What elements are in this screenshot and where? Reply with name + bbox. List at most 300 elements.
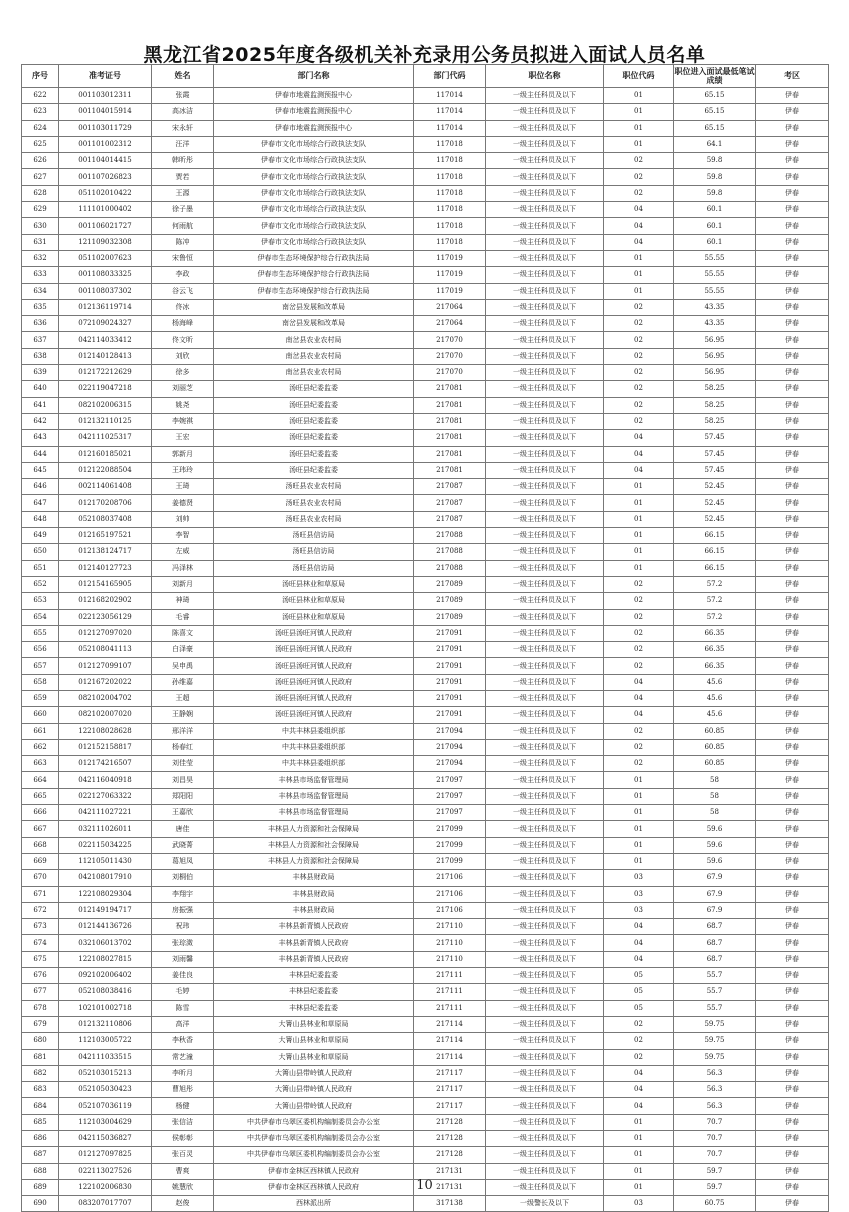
min-score-cell: 60.85 [674,739,756,755]
position-code-cell: 01 [604,805,674,821]
name-cell: 唐佳 [152,821,214,837]
dept-name-cell: 汤旺县农业农村局 [214,479,414,495]
position-name-cell: 一级主任科员及以下 [486,397,604,413]
position-code-cell: 01 [604,560,674,576]
dept-name-cell: 丰林县纪委监委 [214,968,414,984]
position-name-cell: 一级主任科员及以下 [486,968,604,984]
name-cell: 汪洋 [152,136,214,152]
name-cell: 佟冰 [152,299,214,315]
exam-id-cell: 022113027526 [59,1163,152,1179]
dept-name-cell: 伊春市生态环境保护综合行政执法局 [214,250,414,266]
exam-id-cell: 042114033412 [59,332,152,348]
seq-cell: 633 [22,267,59,283]
position-code-cell: 01 [604,544,674,560]
position-code-cell: 01 [604,267,674,283]
table-row [22,250,829,266]
exam-area-cell: 伊春 [756,381,829,397]
position-code-cell: 02 [604,658,674,674]
position-name-cell: 一级主任科员及以下 [486,153,604,169]
dept-name-cell: 伊春市生态环境保护综合行政执法局 [214,267,414,283]
table-row [22,951,829,967]
table-row [22,1131,829,1147]
name-cell: 韩昕彤 [152,153,214,169]
exam-id-cell: 012127099107 [59,658,152,674]
exam-id-cell: 012154165905 [59,576,152,592]
seq-cell: 638 [22,348,59,364]
dept-code-cell: 217117 [414,1098,486,1114]
position-code-cell: 04 [604,1082,674,1098]
min-score-cell: 59.75 [674,1016,756,1032]
position-name-cell: 一级主任科员及以下 [486,462,604,478]
exam-area-cell: 伊春 [756,560,829,576]
dept-name-cell: 中共丰林县委组织部 [214,723,414,739]
dept-name-cell: 丰林县新青镇人民政府 [214,935,414,951]
exam-area-cell: 伊春 [756,805,829,821]
position-name-cell: 一级主任科员及以下 [486,1114,604,1130]
min-score-cell: 70.7 [674,1114,756,1130]
header-dept-name: 部门名称 [214,65,414,88]
dept-code-cell: 117018 [414,153,486,169]
name-cell: 刘丽芝 [152,381,214,397]
exam-area-cell: 伊春 [756,870,829,886]
position-name-cell: 一级主任科员及以下 [486,1049,604,1065]
exam-id-cell: 042111025317 [59,430,152,446]
position-code-cell: 02 [604,299,674,315]
table-row [22,1065,829,1081]
dept-code-cell: 117018 [414,234,486,250]
dept-code-cell: 217114 [414,1016,486,1032]
exam-area-cell: 伊春 [756,218,829,234]
dept-code-cell: 217128 [414,1131,486,1147]
table-row [22,788,829,804]
dept-code-cell: 217106 [414,886,486,902]
dept-name-cell: 丰林县人力资源和社会保障局 [214,853,414,869]
position-name-cell: 一级主任科员及以下 [486,528,604,544]
min-score-cell: 55.55 [674,250,756,266]
exam-area-cell: 伊春 [756,1000,829,1016]
position-code-cell: 01 [604,495,674,511]
seq-cell: 653 [22,593,59,609]
exam-area-cell: 伊春 [756,169,829,185]
candidate-table [21,64,829,1212]
seq-cell: 684 [22,1098,59,1114]
dept-code-cell: 217128 [414,1114,486,1130]
dept-name-cell: 汤旺县林业和草原局 [214,593,414,609]
seq-cell: 690 [22,1196,59,1212]
dept-code-cell: 117019 [414,283,486,299]
position-name-cell: 一级主任科员及以下 [486,332,604,348]
exam-area-cell: 伊春 [756,609,829,625]
table-row [22,1114,829,1130]
position-name-cell: 一级主任科员及以下 [486,560,604,576]
name-cell: 刘昌昊 [152,772,214,788]
name-cell: 吴申禹 [152,658,214,674]
min-score-cell: 55.7 [674,1000,756,1016]
dept-code-cell: 217088 [414,544,486,560]
seq-cell: 627 [22,169,59,185]
min-score-cell: 59.6 [674,837,756,853]
position-code-cell: 03 [604,902,674,918]
position-name-cell: 一级主任科员及以下 [486,283,604,299]
dept-code-cell: 217070 [414,348,486,364]
min-score-cell: 57.45 [674,430,756,446]
position-code-cell: 04 [604,446,674,462]
exam-area-cell: 伊春 [756,462,829,478]
dept-name-cell: 伊春市地震监测预报中心 [214,104,414,120]
min-score-cell: 59.6 [674,821,756,837]
min-score-cell: 56.95 [674,348,756,364]
seq-cell: 626 [22,153,59,169]
table-row [22,886,829,902]
position-code-cell: 01 [604,88,674,104]
exam-id-cell: 042111027221 [59,805,152,821]
exam-area-cell: 伊春 [756,886,829,902]
seq-cell: 689 [22,1179,59,1195]
name-cell: 冯泽林 [152,560,214,576]
position-code-cell: 01 [604,1179,674,1195]
table-row [22,821,829,837]
dept-code-cell: 217111 [414,984,486,1000]
dept-code-cell: 217070 [414,332,486,348]
position-code-cell: 04 [604,1098,674,1114]
position-code-cell: 02 [604,609,674,625]
position-code-cell: 04 [604,1065,674,1081]
position-name-cell: 一级主任科员及以下 [486,902,604,918]
position-name-cell: 一级主任科员及以下 [486,234,604,250]
page-number: 10 [416,1178,433,1193]
position-code-cell: 02 [604,169,674,185]
dept-name-cell: 汤旺县信访局 [214,528,414,544]
dept-name-cell: 南岔县农业农村局 [214,348,414,364]
name-cell: 邢洋洋 [152,723,214,739]
name-cell: 佟文昕 [152,332,214,348]
position-name-cell: 一级主任科员及以下 [486,984,604,1000]
position-name-cell: 一级主任科员及以下 [486,169,604,185]
min-score-cell: 59.8 [674,153,756,169]
dept-code-cell: 117018 [414,202,486,218]
seq-cell: 649 [22,528,59,544]
min-score-cell: 64.1 [674,136,756,152]
table-row [22,1033,829,1049]
position-name-cell: 一级主任科员及以下 [486,202,604,218]
dept-code-cell: 217091 [414,625,486,641]
min-score-cell: 66.35 [674,642,756,658]
name-cell: 侯彰彰 [152,1131,214,1147]
exam-id-cell: 012144136726 [59,919,152,935]
min-score-cell: 59.7 [674,1163,756,1179]
min-score-cell: 65.15 [674,88,756,104]
exam-area-cell: 伊春 [756,919,829,935]
seq-cell: 639 [22,365,59,381]
min-score-cell: 58 [674,805,756,821]
exam-area-cell: 伊春 [756,413,829,429]
document-title: 黑龙江省2025年度各级机关补充录用公务员拟进入面试人员名单 [143,44,706,66]
position-code-cell: 02 [604,348,674,364]
dept-code-cell: 217089 [414,593,486,609]
seq-cell: 688 [22,1163,59,1179]
table-row [22,1016,829,1032]
exam-id-cell: 001103011729 [59,120,152,136]
seq-cell: 672 [22,902,59,918]
name-cell: 宋鲁恒 [152,250,214,266]
exam-id-cell: 072109024327 [59,316,152,332]
seq-cell: 678 [22,1000,59,1016]
table-row [22,544,829,560]
dept-name-cell: 汤旺县信访局 [214,560,414,576]
dept-name-cell: 丰林县财政局 [214,870,414,886]
seq-cell: 668 [22,837,59,853]
exam-area-cell: 伊春 [756,1065,829,1081]
seq-cell: 634 [22,283,59,299]
dept-code-cell: 217099 [414,837,486,853]
exam-area-cell: 伊春 [756,1082,829,1098]
position-code-cell: 01 [604,250,674,266]
position-code-cell: 03 [604,870,674,886]
dept-code-cell: 217094 [414,723,486,739]
exam-id-cell: 082102007020 [59,707,152,723]
min-score-cell: 65.15 [674,104,756,120]
name-cell: 张信洁 [152,1114,214,1130]
seq-cell: 661 [22,723,59,739]
position-name-cell: 一级主任科员及以下 [486,821,604,837]
dept-name-cell: 汤旺县纪委监委 [214,462,414,478]
name-cell: 姜佳良 [152,968,214,984]
dept-name-cell: 伊春市地震监测预报中心 [214,88,414,104]
seq-cell: 682 [22,1065,59,1081]
name-cell: 武晓菁 [152,837,214,853]
exam-id-cell: 001104015914 [59,104,152,120]
exam-area-cell: 伊春 [756,853,829,869]
dept-name-cell: 中共伊春市乌翠区委机构编制委员会办公室 [214,1147,414,1163]
min-score-cell: 60.75 [674,1196,756,1212]
position-name-cell: 一级主任科员及以下 [486,88,604,104]
position-code-cell: 01 [604,104,674,120]
dept-code-cell: 217110 [414,951,486,967]
position-code-cell: 04 [604,674,674,690]
position-code-cell: 01 [604,511,674,527]
table-row [22,625,829,641]
name-cell: 毛睿 [152,609,214,625]
name-cell: 徐多 [152,365,214,381]
position-name-cell: 一级主任科员及以下 [486,935,604,951]
name-cell: 高冰洁 [152,104,214,120]
dept-name-cell: 汤旺县汤旺河镇人民政府 [214,642,414,658]
exam-id-cell: 122102006830 [59,1179,152,1195]
position-name-cell: 一级主任科员及以下 [486,136,604,152]
position-name-cell: 一级主任科员及以下 [486,951,604,967]
position-name-cell: 一级主任科员及以下 [486,788,604,804]
exam-area-cell: 伊春 [756,104,829,120]
dept-name-cell: 丰林县新青镇人民政府 [214,919,414,935]
name-cell: 李政 [152,267,214,283]
min-score-cell: 55.7 [674,968,756,984]
dept-code-cell: 217097 [414,772,486,788]
dept-name-cell: 南岔县农业农村局 [214,365,414,381]
seq-cell: 648 [22,511,59,527]
table-row [22,1147,829,1163]
exam-area-cell: 伊春 [756,674,829,690]
name-cell: 何雨航 [152,218,214,234]
dept-name-cell: 丰林县新青镇人民政府 [214,951,414,967]
exam-id-cell: 012122088504 [59,462,152,478]
seq-cell: 645 [22,462,59,478]
table-row [22,169,829,185]
position-name-cell: 一级主任科员及以下 [486,299,604,315]
dept-name-cell: 伊春市金林区西林镇人民政府 [214,1179,414,1195]
dept-name-cell: 丰林县财政局 [214,886,414,902]
min-score-cell: 60.85 [674,756,756,772]
min-score-cell: 60.1 [674,234,756,250]
dept-name-cell: 中共伊春市乌翠区委机构编制委员会办公室 [214,1131,414,1147]
table-row [22,1163,829,1179]
min-score-cell: 55.55 [674,267,756,283]
exam-area-cell: 伊春 [756,788,829,804]
position-code-cell: 05 [604,968,674,984]
dept-code-cell: 217081 [414,413,486,429]
position-code-cell: 02 [604,576,674,592]
min-score-cell: 58 [674,772,756,788]
exam-id-cell: 051102010422 [59,185,152,201]
position-name-cell: 一级主任科员及以下 [486,1082,604,1098]
dept-name-cell: 汤旺县汤旺河镇人民政府 [214,690,414,706]
position-code-cell: 01 [604,1131,674,1147]
dept-name-cell: 南岔县农业农村局 [214,332,414,348]
table-row [22,430,829,446]
position-name-cell: 一级主任科员及以下 [486,837,604,853]
exam-area-cell: 伊春 [756,283,829,299]
seq-cell: 663 [22,756,59,772]
exam-id-cell: 012172212629 [59,365,152,381]
position-name-cell: 一级主任科员及以下 [486,1131,604,1147]
position-code-cell: 01 [604,136,674,152]
position-name-cell: 一级主任科员及以下 [486,723,604,739]
dept-code-cell: 217081 [414,446,486,462]
exam-id-cell: 032111026011 [59,821,152,837]
exam-id-cell: 022115034225 [59,837,152,853]
table-row [22,365,829,381]
min-score-cell: 67.9 [674,886,756,902]
table-row [22,1049,829,1065]
position-name-cell: 一级主任科员及以下 [486,919,604,935]
min-score-cell: 67.9 [674,870,756,886]
position-code-cell: 02 [604,642,674,658]
exam-id-cell: 042115036827 [59,1131,152,1147]
exam-area-cell: 伊春 [756,1049,829,1065]
seq-cell: 624 [22,120,59,136]
seq-cell: 647 [22,495,59,511]
position-name-cell: 一级主任科员及以下 [486,1179,604,1195]
name-cell: 张百灵 [152,1147,214,1163]
dept-code-cell: 217089 [414,609,486,625]
seq-cell: 670 [22,870,59,886]
header-seq: 序号 [22,65,59,88]
position-name-cell: 一级主任科员及以下 [486,511,604,527]
min-score-cell: 60.1 [674,218,756,234]
min-score-cell: 68.7 [674,951,756,967]
exam-area-cell: 伊春 [756,1033,829,1049]
dept-code-cell: 217087 [414,511,486,527]
exam-id-cell: 001101002312 [59,136,152,152]
dept-code-cell: 217110 [414,935,486,951]
min-score-cell: 52.45 [674,495,756,511]
table-row [22,723,829,739]
dept-name-cell: 中共丰林县委组织部 [214,756,414,772]
position-name-cell: 一级主任科员及以下 [486,446,604,462]
name-cell: 刘雨馨 [152,951,214,967]
dept-code-cell: 317138 [414,1196,486,1212]
dept-code-cell: 217088 [414,528,486,544]
table-row [22,1000,829,1016]
seq-cell: 650 [22,544,59,560]
dept-code-cell: 217131 [414,1179,486,1195]
seq-cell: 644 [22,446,59,462]
name-cell: 郭新月 [152,446,214,462]
seq-cell: 673 [22,919,59,935]
position-code-cell: 04 [604,951,674,967]
table-row [22,479,829,495]
table-row [22,919,829,935]
seq-cell: 677 [22,984,59,1000]
dept-name-cell: 丰林县纪委监委 [214,1000,414,1016]
dept-code-cell: 217111 [414,968,486,984]
exam-id-cell: 052108038416 [59,984,152,1000]
table-row [22,104,829,120]
name-cell: 刘佳莹 [152,756,214,772]
header-name: 姓名 [152,65,214,88]
exam-id-cell: 012132110806 [59,1016,152,1032]
name-cell: 李翔宇 [152,886,214,902]
table-row [22,674,829,690]
exam-area-cell: 伊春 [756,658,829,674]
min-score-cell: 45.6 [674,674,756,690]
name-cell: 张霞 [152,88,214,104]
position-name-cell: 一级主任科员及以下 [486,576,604,592]
exam-id-cell: 012170208706 [59,495,152,511]
dept-name-cell: 伊春市文化市场综合行政执法支队 [214,153,414,169]
min-score-cell: 52.45 [674,479,756,495]
position-name-cell: 一级主任科员及以下 [486,625,604,641]
dept-code-cell: 217081 [414,381,486,397]
min-score-cell: 70.7 [674,1147,756,1163]
exam-area-cell: 伊春 [756,250,829,266]
dept-code-cell: 217094 [414,739,486,755]
min-score-cell: 67.9 [674,902,756,918]
table-row [22,560,829,576]
table-row [22,642,829,658]
name-cell: 徐子墨 [152,202,214,218]
dept-name-cell: 丰林县人力资源和社会保障局 [214,821,414,837]
position-name-cell: 一级主任科员及以下 [486,772,604,788]
name-cell: 王源 [152,185,214,201]
exam-id-cell: 083207017707 [59,1196,152,1212]
min-score-cell: 57.2 [674,609,756,625]
table-row [22,136,829,152]
exam-id-cell: 001104014415 [59,153,152,169]
position-name-cell: 一级主任科员及以下 [486,120,604,136]
seq-cell: 641 [22,397,59,413]
table-row [22,1098,829,1114]
min-score-cell: 66.35 [674,658,756,674]
exam-id-cell: 051102007623 [59,250,152,266]
table-row [22,218,829,234]
name-cell: 郑阳阳 [152,788,214,804]
header-position-code: 职位代码 [604,65,674,88]
dept-code-cell: 117014 [414,120,486,136]
exam-area-cell: 伊春 [756,1147,829,1163]
exam-area-cell: 伊春 [756,153,829,169]
exam-area-cell: 伊春 [756,446,829,462]
name-cell: 房振强 [152,902,214,918]
